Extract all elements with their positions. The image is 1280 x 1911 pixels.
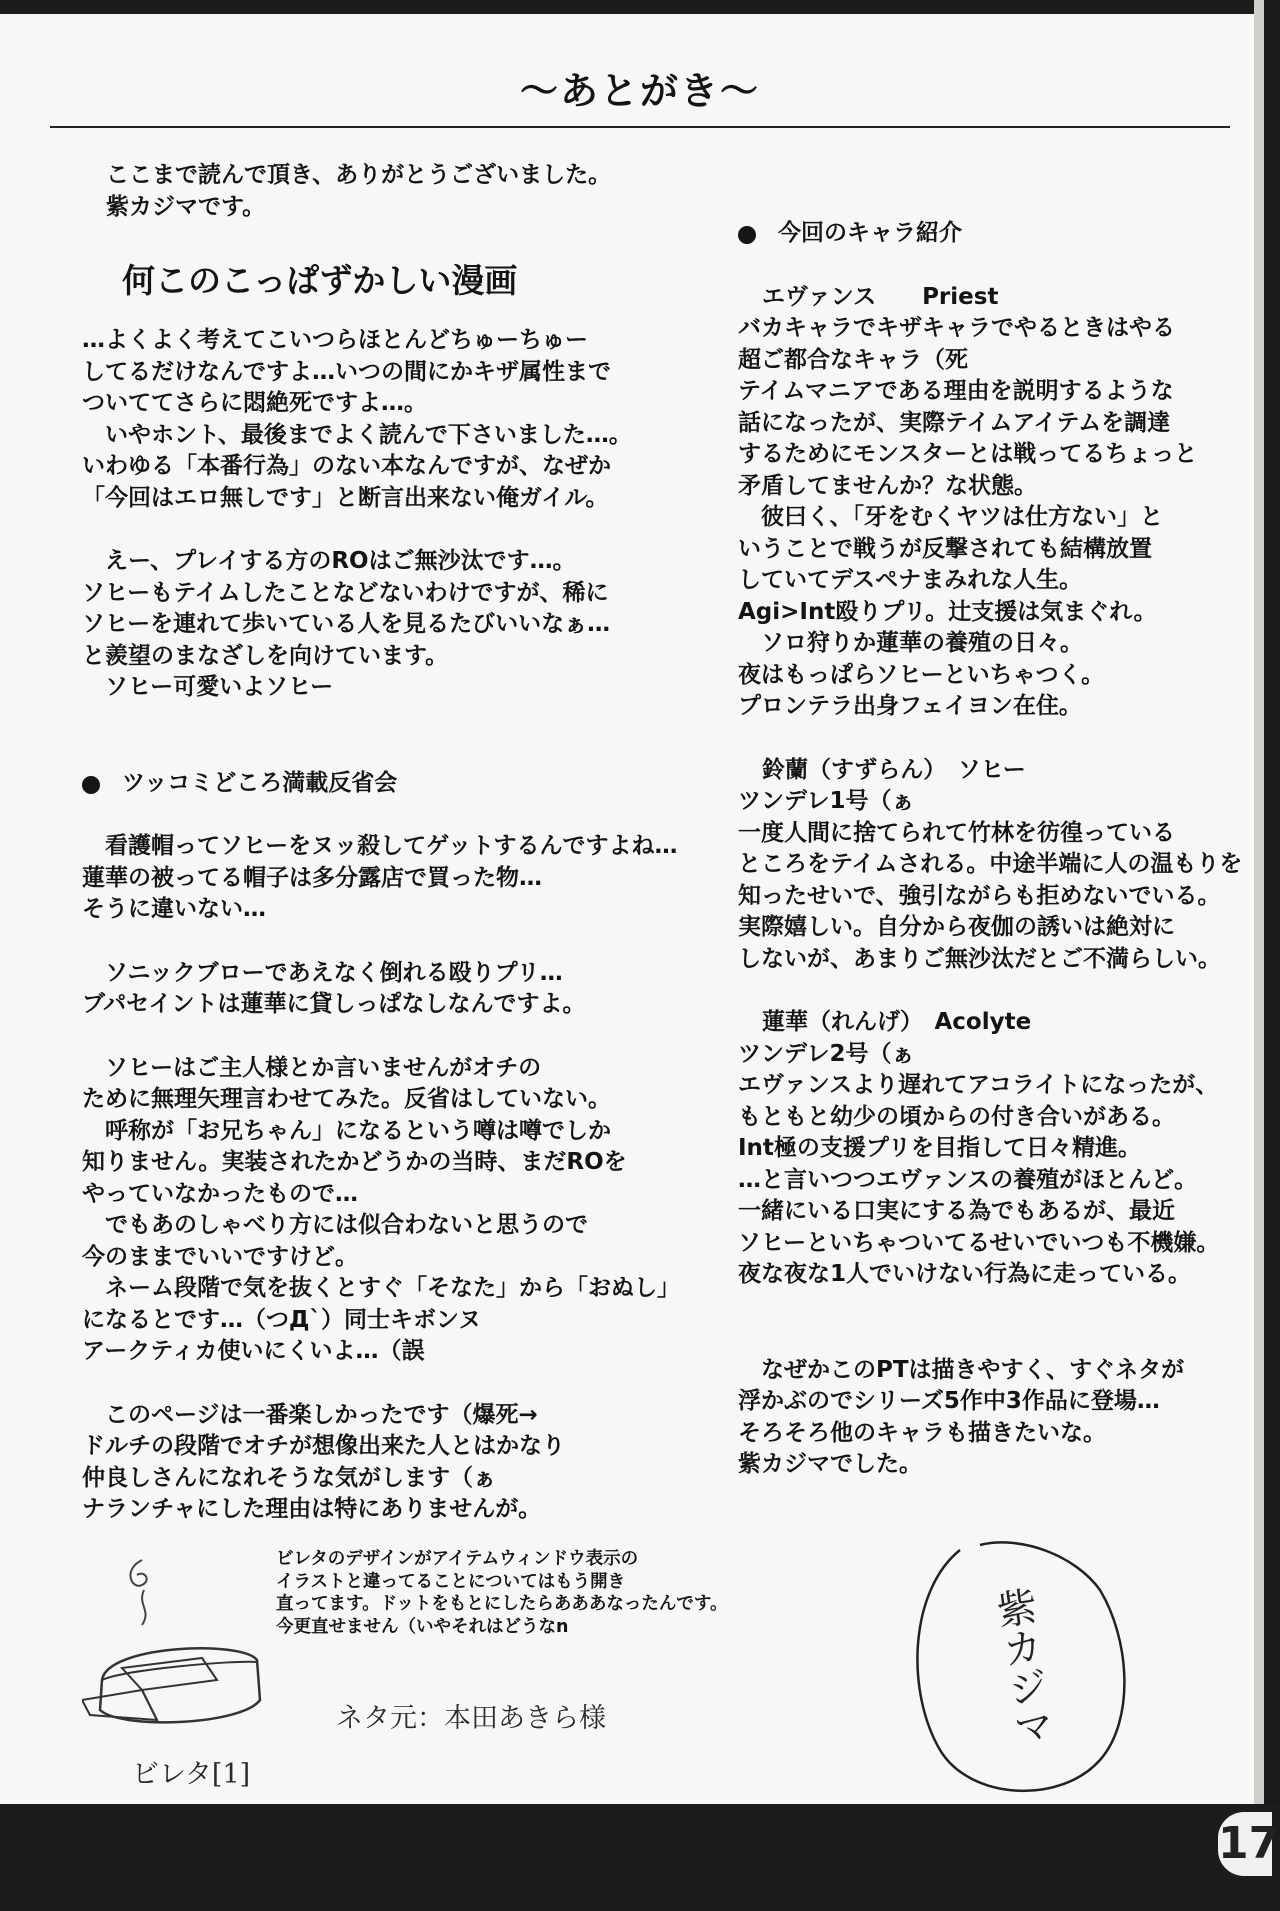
text-line: になるとです…（つД`）同士キボンヌ [82, 1306, 482, 1333]
text-line: 実際嬉しい。自分から夜伽の誘いは絶対に [738, 914, 1175, 940]
design-note [276, 1548, 728, 1638]
text-line: このページは一番楽しかったです（爆死→ [82, 1401, 538, 1428]
text-line: 「今回はエロ無しです」と断言出来ない俺ガイル。 [82, 484, 609, 511]
title-rule [50, 126, 1230, 128]
note-line: イラストと違ってることについてはもう開き [276, 1571, 626, 1592]
big-heading: 何このこっぱずかしい漫画 [122, 261, 518, 300]
text-line: いやホント、最後までよく読んで下さいました…。 [82, 421, 632, 448]
text-line: 蓮華の被ってる帽子は多分露店で買った物… [82, 864, 542, 891]
text-line: ために無理矢理言わせてみた。反省はしていない。 [82, 1086, 611, 1112]
text-line: いわゆる「本番行為」のない本なんですが、なぜか [82, 453, 611, 479]
text-line: ソロ狩りか蓮華の養殖の日々。 [738, 630, 1083, 656]
text-line: するためにモンスターとは戦ってるちょっと [738, 441, 1198, 467]
text-line: Agi>Int殴りプリ。辻支援は気まぐれ。 [738, 598, 1157, 625]
text-line: 彼曰く、「牙をむくヤツは仕方ない」と [738, 504, 1164, 530]
text-line: …と言いつつエヴァンスの養殖がほとんど。 [738, 1166, 1198, 1193]
text-line: ソヒーを連れて歩いている人を見るたびいいなぁ… [82, 611, 611, 637]
text-line: バカキャラでキザキャラでやるときはやる [738, 315, 1175, 341]
right-column [738, 218, 1258, 1481]
text-line: 今のままでいいですけど。 [82, 1243, 358, 1270]
text-line: 紫カジマでした。 [738, 1451, 922, 1477]
text-line: テイムマニアである理由を説明するような [738, 378, 1174, 404]
text-line: いうことで戦うが反撃されても結構放置 [738, 535, 1152, 562]
text-line: 知ったせいで、強引ながらも拒めないでいる。 [738, 882, 1221, 909]
text-line: でもあのしゃべり方には似合わないと思うので [82, 1212, 588, 1238]
text-line: そうに違いない… [82, 896, 266, 922]
text-line: ソヒーもテイムしたことなどないわけですが、稀に [82, 579, 609, 606]
text-line: ところをテイムされる。中途半端に人の温もりを [738, 851, 1243, 877]
text-line: ナランチャにした理由は特にありませんが。 [82, 1496, 542, 1522]
text-line: 話になったが、実際テイムアイテムを調達 [738, 409, 1171, 436]
text-line: ツンデレ2号（ぁ [738, 1040, 915, 1067]
text-line: 夜はもっぱらソヒーといちゃつく。 [738, 661, 1105, 688]
text-line: 看護帽ってソヒーをヌッ殺してゲットするんですよね… [82, 833, 678, 859]
text-line: やっていなかったもので… [82, 1180, 358, 1207]
text-line: アークティカ使いにくいよ…（誤 [82, 1338, 425, 1364]
section-heading: ツッコミどころ満載反省会 [82, 768, 642, 800]
text-line: そろそろ他のキャラも描きたいな。 [738, 1419, 1106, 1446]
author-signature: 紫カジマ [987, 1584, 1056, 1750]
bottom-bar [0, 1804, 1280, 1911]
text-line: なぜかこのPTは描きやすく、すぐネタが [738, 1356, 1185, 1383]
note-line: ビレタのデザインがアイテムウィンドウ表示の [276, 1549, 639, 1569]
text-line: ついててさらに悶絶死ですよ…。 [82, 390, 427, 416]
character-name: エヴァンス Priest [762, 283, 999, 310]
note-line: 直ってます。ドットをもとにしたらあああなったんです。 [276, 1594, 728, 1614]
top-border [0, 0, 1264, 14]
text-line: えー、プレイする方のROはご無沙汰です…。 [82, 548, 576, 574]
text-line: 超ご都合なキャラ（死 [738, 346, 968, 373]
page-number: 17 [1218, 1812, 1272, 1876]
text-line: 矛盾してませんか？な状態。 [738, 472, 1037, 499]
text-line: ツンデレ1号（ぁ [738, 788, 915, 814]
text-line: 浮かぶのでシリーズ5作中3作品に登場… [738, 1388, 1160, 1414]
biretta-sketch-illustration [82, 1550, 282, 1750]
text-line: 仲良しさんになれそうな気がします（ぁ [82, 1464, 496, 1491]
text-line: ソヒーといちゃついてるせいでいつも不機嫌。 [738, 1229, 1220, 1256]
text-line: ソニックブローであえなく倒れる殴りプリ… [82, 959, 563, 986]
text-line: と羨望のまなざしを向けています。 [82, 642, 449, 669]
text-line: プロンテラ出身フェイヨン在住。 [738, 693, 1082, 719]
text-line: もともと幼少の頃からの付き合いがある。 [738, 1103, 1175, 1130]
sketch-label: ビレタ[1] [132, 1759, 251, 1790]
character-name: 鈴蘭（すずらん） ソヒー [762, 756, 1026, 783]
text-line: 一緒にいる口実にする為でもあるが、最近 [738, 1198, 1175, 1224]
character-name: 蓮華（れんげ） Acolyte [762, 1009, 1032, 1035]
credit-note: ネタ元：本田あきら様 [336, 1703, 606, 1734]
text-line: …よくよく考えてこいつらほとんどちゅーちゅー [82, 327, 588, 353]
text-line: ドルチの段階でオチが想像出来た人とはかなり [82, 1433, 565, 1459]
text-line: ネーム段階で気を抜くとすぐ「そなた」から「おぬし」 [82, 1275, 680, 1301]
text-line: ブパセイントは蓮華に貸しっぱなしなんですよ。 [82, 991, 586, 1017]
left-column [82, 160, 680, 1526]
page-title: ～あとがき～ [519, 69, 760, 113]
intro-line: ここまで読んで頂き、ありがとうございました。 [106, 162, 612, 188]
text-line: 知りません。実装されたかどうかの当時、まだROを [82, 1149, 627, 1175]
text-line: 呼称が「お兄ちゃん」になるという噂は噂でしか [82, 1117, 611, 1144]
intro-line: 紫カジマです。 [106, 193, 266, 220]
note-line: 今更直せません（いやそれはどうなn [276, 1616, 569, 1637]
text-line: 一度人間に捨てられて竹林を彷徨っている [738, 819, 1175, 846]
text-line: エヴァンスより遅れてアコライトになったが、 [738, 1072, 1219, 1098]
text-line: していてデスペナまみれな人生。 [738, 567, 1083, 593]
text-line: ソヒー可愛いよソヒー [82, 674, 334, 700]
text-line: Int極の支援プリを目指して日々精進。 [738, 1135, 1142, 1161]
text-line: しないが、あまりご無沙汰だとご不満らしい。 [738, 945, 1221, 972]
text-line: 夜な夜な1人でいけない行為に走っている。 [738, 1261, 1192, 1287]
section-heading: 今回のキャラ紹介 [738, 218, 1258, 250]
text-line: してるだけなんですよ…いつの間にかキザ属性まで [82, 358, 611, 385]
text-line: ソヒーはご主人様とか言いませんがオチの [82, 1054, 542, 1081]
